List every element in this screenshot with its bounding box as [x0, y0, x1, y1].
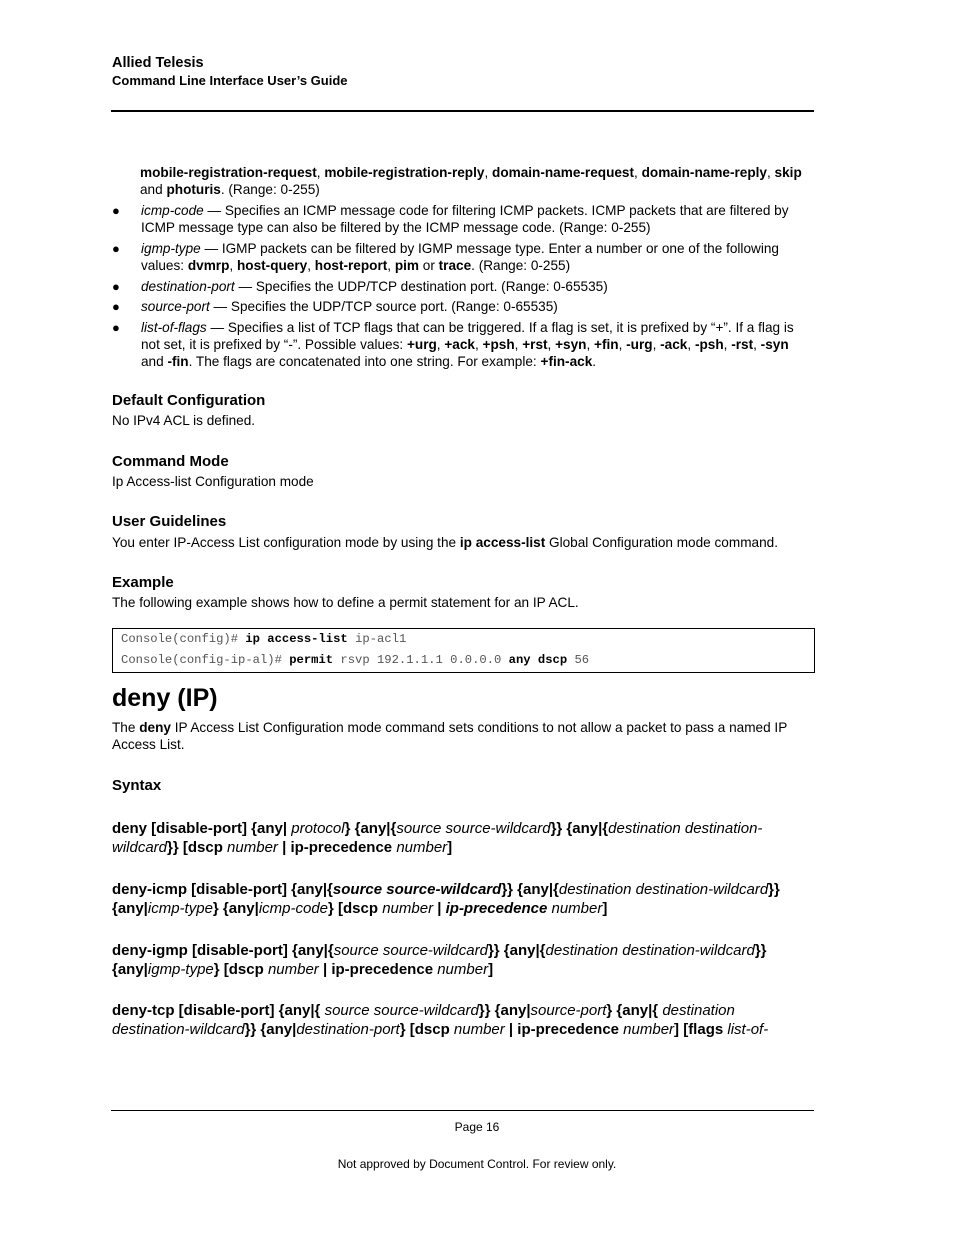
user-guidelines-heading: User Guidelines: [112, 513, 227, 530]
syntax-fragment: } {any|{: [606, 1002, 663, 1019]
syntax-fragment: | ip-precedence: [504, 1021, 624, 1038]
syntax-fragment: icmp-code: [258, 900, 329, 917]
user-guidelines-text: You enter IP-Access List configuration mode by using the ip access-list Global Configuration mode command.: [112, 535, 778, 550]
section-title: deny (IP): [112, 684, 218, 712]
syntax-fragment: deny-tcp [disable-port] {any|{: [112, 1002, 325, 1019]
syntax-fragment: ]: [447, 839, 453, 856]
syntax-fragment: }} {any|{: [487, 942, 546, 959]
syntax-fragment: ]: [602, 900, 608, 917]
syntax-line-deny-tcp: [112, 1001, 815, 1039]
default-configuration-text: No IPv4 ACL is defined.: [112, 413, 256, 428]
syntax-fragment: }} [dscp: [167, 839, 228, 856]
syntax-fragment: destination destination-wildcard: [112, 1002, 735, 1038]
header-guide-title: Command Line Interface User’s Guide: [112, 73, 348, 88]
syntax-fragment: number: [623, 1021, 675, 1038]
bullet-icon: ●: [112, 240, 120, 256]
syntax-fragment: protocol: [291, 820, 345, 837]
syntax-fragment: destination destination-wildcard: [558, 881, 769, 898]
syntax-fragment: }} {any|: [112, 881, 780, 917]
header-divider: [111, 110, 814, 112]
syntax-fragment: igmp-type: [147, 961, 214, 978]
header-company: Allied Telesis: [112, 55, 204, 71]
syntax-fragment: number: [227, 839, 278, 856]
default-configuration-heading: Default Configuration: [112, 392, 266, 409]
syntax-fragment: number: [267, 961, 319, 978]
list-item-igmp-type: ● igmp-type — IGMP packets can be filtered by IGMP message type. Enter a number or one of the following values: dvmrp, host-query, host-report, pim or trace. (Range: 0-255): [112, 240, 779, 273]
list-item-icmp-code: ● icmp-code — Specifies an ICMP message code for filtering ICMP packets. ICMP packets that are filtered by ICMP message type can also be filtered by the ICMP message code. (Range: 0-255): [112, 203, 789, 235]
example-heading: Example: [112, 574, 174, 591]
syntax-fragment: number: [382, 900, 434, 917]
syntax-line-deny-icmp: [112, 880, 815, 918]
continuation-paragraph: mobile-registration-request, mobile-registration-reply, domain-name-request, domain-name-reply, skip and photuris. (Range: 0-255): [140, 165, 802, 197]
bullet-icon: ●: [112, 299, 120, 315]
bullet-icon: ●: [112, 203, 120, 218]
syntax-fragment: | ip-precedence: [318, 961, 438, 978]
syntax-fragment: ]: [488, 961, 494, 978]
syntax-fragment: source source-wildcard: [324, 1002, 479, 1019]
syntax-fragment: |: [433, 900, 446, 917]
syntax-fragment: number: [396, 839, 448, 856]
command-mode-heading: Command Mode: [112, 453, 229, 470]
syntax-fragment: source source-wildcard: [332, 881, 502, 898]
syntax-fragment: }} {any|: [478, 1002, 531, 1019]
example-text: The following example shows how to define a permit statement for an IP ACL.: [112, 595, 579, 610]
syntax-fragment: } {any|: [212, 900, 259, 917]
code-line: Console(config)# ip access-list ip-acl1: [121, 632, 407, 646]
syntax-fragment: }} {any|{: [501, 881, 559, 898]
syntax-fragment: number: [437, 961, 489, 978]
bullet-icon: ●: [112, 278, 120, 294]
syntax-fragment: } [dscp: [399, 1021, 454, 1038]
syntax-fragment: }} {any|: [244, 1021, 297, 1038]
syntax-fragment: ip-precedence: [445, 900, 548, 917]
syntax-fragment: deny-igmp [disable-port] {any|{: [112, 942, 334, 959]
syntax-heading: Syntax: [112, 777, 162, 794]
syntax-fragment: source source-wildcard: [396, 820, 551, 837]
syntax-fragment: } {any|{: [344, 820, 397, 837]
syntax-fragment: }} {any|{: [550, 820, 609, 837]
syntax-fragment: ] [flags: [674, 1021, 728, 1038]
syntax-fragment: | ip-precedence: [277, 839, 397, 856]
code-example-box: [112, 628, 815, 673]
syntax-fragment: list-of-: [727, 1021, 769, 1038]
deny-description: The deny IP Access List Configuration mode command sets conditions to not allow a packet to pass a named IP Access List.: [112, 720, 788, 752]
syntax-fragment: source source-wildcard: [333, 942, 488, 959]
syntax-fragment: deny-icmp [disable-port] {any|{: [112, 881, 333, 898]
syntax-line-deny-igmp: [112, 941, 815, 979]
syntax-fragment: } [dscp: [328, 900, 383, 917]
syntax-fragment: } [dscp: [213, 961, 268, 978]
syntax-fragment: number: [547, 900, 603, 917]
syntax-fragment: number: [453, 1021, 505, 1038]
command-mode-text: Ip Access-list Configuration mode: [112, 474, 314, 489]
syntax-fragment: destination-port: [296, 1021, 400, 1038]
review-notice: Not approved by Document Control. For review only.: [337, 1157, 617, 1171]
syntax-fragment: }} {any|: [112, 942, 767, 978]
syntax-fragment: destination destination-wildcard: [545, 942, 755, 959]
syntax-fragment: deny [disable-port] {any|: [112, 820, 292, 837]
syntax-fragment: icmp-type: [147, 900, 213, 917]
list-item-list-of-flags: ● list-of-flags — Specifies a list of TCP flags that can be triggered. If a flag is set, it is prefixed by “+”. If a flag is not set, it is prefixed by “-”. Possible values: +urg, +ack, +psh, +rst, +syn, +fin, -urg, -ack, -psh, -rst, -syn and -fin. The flags are concatenated into one string. For example: +fin-ack.: [112, 320, 794, 370]
code-line: Console(config-ip-al)# permit rsvp 192.1.1.1 0.0.0.0 any dscp 56: [121, 653, 590, 667]
syntax-line-deny: [112, 819, 815, 857]
bullet-icon: ●: [112, 320, 120, 336]
footer-divider: [111, 1110, 814, 1111]
parameter-list: [112, 202, 815, 374]
syntax-fragment: source-port: [530, 1002, 607, 1019]
list-item-source-port: ● source-port — Specifies the UDP/TCP source port. (Range: 0-65535): [112, 299, 558, 315]
page-number: Page 16: [454, 1120, 500, 1134]
list-item-destination-port: ● destination-port — Specifies the UDP/TCP destination port. (Range: 0-65535): [112, 278, 608, 294]
syntax-fragment: destination destination-wildcard: [112, 820, 763, 856]
